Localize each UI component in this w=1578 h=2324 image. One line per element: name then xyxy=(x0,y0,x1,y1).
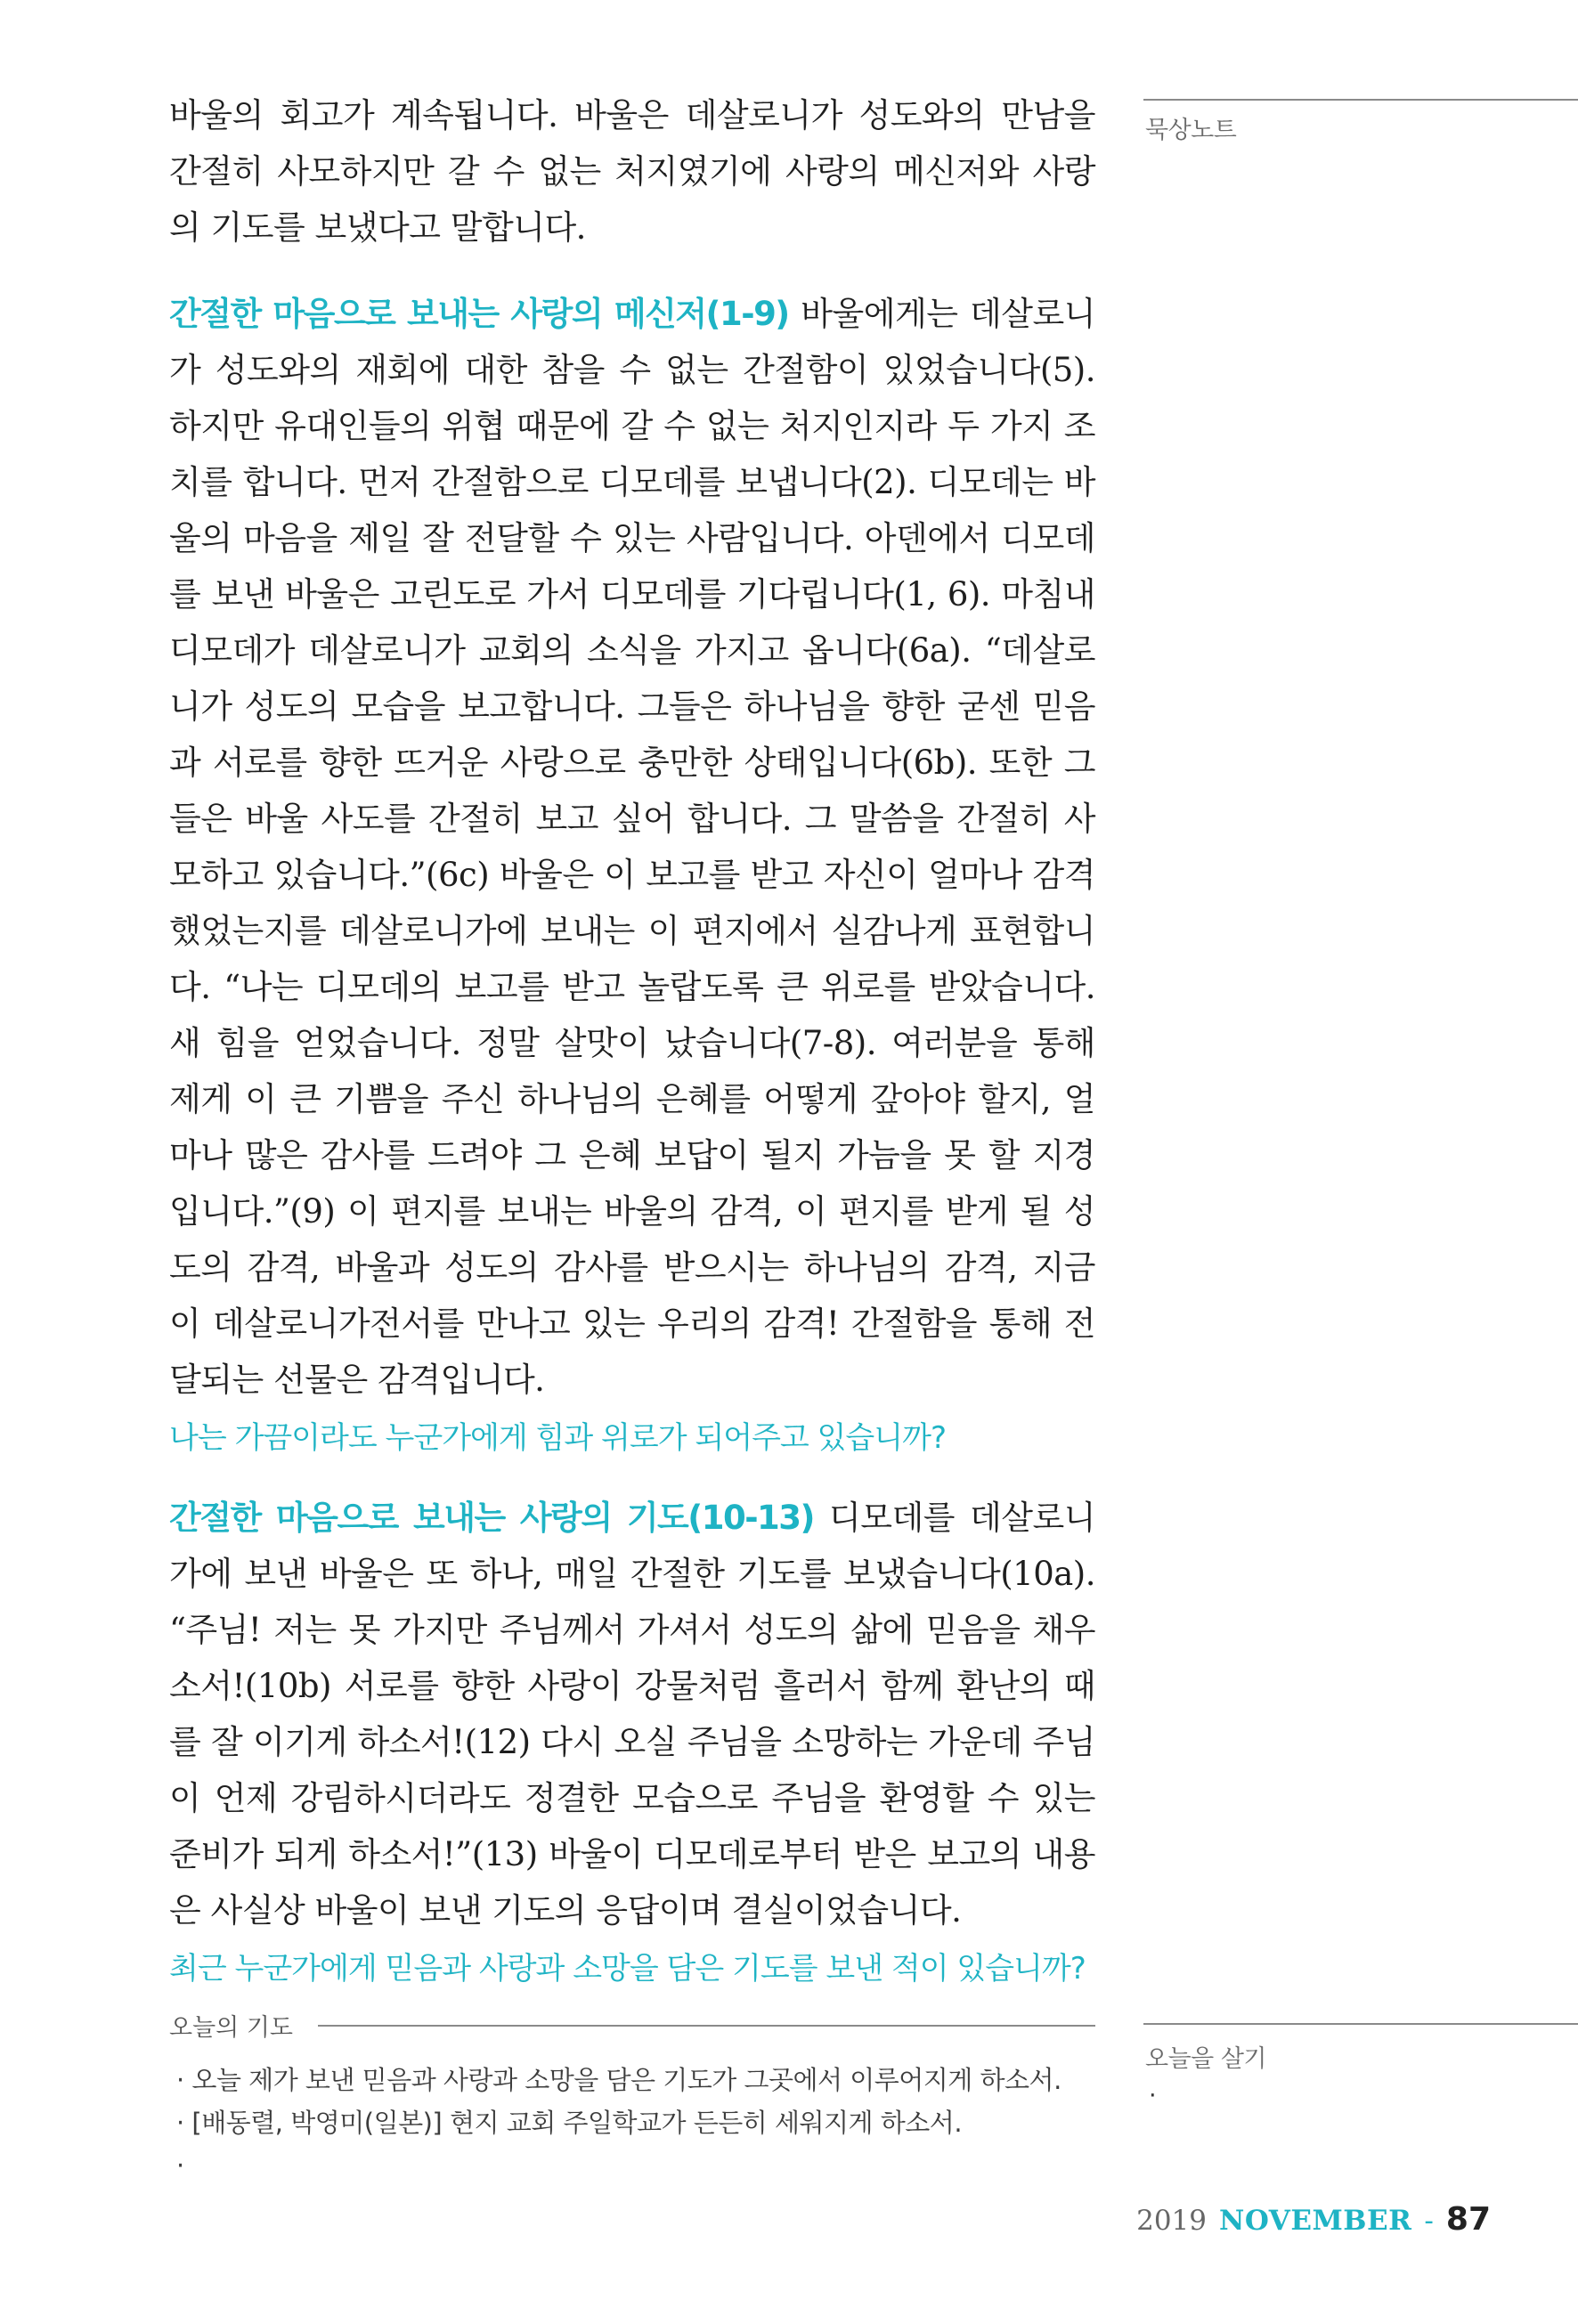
page-number: 87 xyxy=(1445,2201,1491,2238)
living-today-bullet: · xyxy=(1149,2082,1157,2109)
section1-heading: 간절한 마음으로 보내는 사랑의 메신저(1-9) xyxy=(169,295,789,333)
todays-prayer xyxy=(169,2008,1095,2187)
footer-year: 2019 xyxy=(1136,2205,1208,2237)
meditation-note-rule xyxy=(1143,99,1578,101)
section1-body: 바울에게는 데살로니가 성도와의 재회에 대한 참을 수 없는 간절함이 있었습니다(5). 하지만 유대인들의 위협 때문에 갈 수 없는 처지인지라 두 가지 조치를 합니다. 먼저 간절함으로 디모데를 보냅니다(2). 디모데는 바울의 마음을 제일 잘 전달할 수 있는 사람입니다. 아덴에서 디모데를 보낸 바울은 고린도로 가서 디모데를 기다립니다(1, 6). 마침내 디모데가 데살로니가 교회의 소식을 가지고 옵니다(6a). “데살로니가 성도의 모습을 보고합니다. 그들은 하나님을 향한 굳센 믿음과 서로를 향한 뜨거운 사랑으로 충만한 상태입니다(6b). 또한 그들은 바울 사도를 간절히 보고 싶어 합니다. 그 말씀을 간절히 사모하고 있습니다.”(6c) 바울은 이 보고를 받고 자신이 얼마나 감격했었는지를 데살로니가에 보내는 이 편지에서 실감나게 표현합니다. “나는 디모데의 보고를 받고 놀랍도록 큰 위로를 받았습니다. 새 힘을 얻었습니다. 정말 살맛이 났습니다(7-8). 여러분을 통해 제게 이 큰 기쁨을 주신 하나님의 은혜를 어떻게 갚아야 할지, 얼마나 많은 감사를 드려야 그 은혜 보답이 될지 가늠을 못 할 지경입니다.”(9) 이 편지를 보내는 바울의 감격, 이 편지를 받게 될 성도의 감격, 바울과 성도의 감사를 받으시는 하나님의 감격, 지금 이 데살로니가전서를 만나고 있는 우리의 감격! 간절함을 통해 전달되는 선물은 감격입니다. xyxy=(169,295,1095,1399)
todays-prayer-rule xyxy=(318,2025,1095,2027)
section1-question: 나는 가끔이라도 누군가에게 힘과 위로가 되어주고 있습니까? xyxy=(169,1420,946,1456)
section2-paragraph xyxy=(169,1490,1095,1938)
prayer-item: · xyxy=(176,2150,184,2181)
section2-heading: 간절한 마음으로 보내는 사랑의 기도(10-13) xyxy=(169,1499,814,1537)
section2-question: 최근 누군가에게 믿음과 사랑과 소망을 담은 기도를 보낸 적이 있습니까? xyxy=(169,1951,1086,1987)
living-today-label: 오늘을 살기 xyxy=(1145,2045,1266,2073)
section2-body: 디모데를 데살로니가에 보낸 바울은 또 하나, 매일 간절한 기도를 보냈습니다(10a). “주님! 저는 못 가지만 주님께서 가셔서 성도의 삶에 믿음을 채우소서!(10b) 서로를 향한 사랑이 강물처럼 흘러서 함께 환난의 때를 잘 이기게 하소서!(12) 다시 오실 주님을 소망하는 가운데 주님이 언제 강림하시더라도 정결한 모습으로 주님을 환영할 수 있는 준비가 되게 하소서!”(13) 바울이 디모데로부터 받은 보고의 내용은 사실상 바울이 보낸 기도의 응답이며 결실이었습니다. xyxy=(169,1499,1095,1930)
todays-prayer-header xyxy=(169,2008,1095,2043)
footer-dash: - xyxy=(1424,2205,1434,2237)
page-footer xyxy=(1136,2201,1491,2238)
prayer-item: · 오늘 제가 보낸 믿음과 사랑과 소망을 담은 기도가 그곳에서 이루어지게 하소서. xyxy=(176,2065,1061,2095)
prayer-item: · [배동렬, 박영미(일본)] 현지 교회 주일학교가 든든히 세워지게 하소서. xyxy=(176,2108,963,2138)
main-content xyxy=(169,87,1095,1990)
living-today-rule xyxy=(1143,2023,1578,2025)
prayer-list xyxy=(169,2059,1095,2187)
section1-paragraph xyxy=(169,286,1095,1408)
intro-paragraph: 바울의 회고가 계속됩니다. 바울은 데살로니가 성도와의 만남을 간절히 사모하지만 갈 수 없는 처지였기에 사랑의 메신저와 사랑의 기도를 보냈다고 말합니다. xyxy=(169,96,1095,247)
footer-month: NOVEMBER xyxy=(1219,2205,1412,2237)
todays-prayer-title: 오늘의 기도 xyxy=(169,2014,293,2042)
meditation-note-label: 묵상노트 xyxy=(1145,117,1237,144)
